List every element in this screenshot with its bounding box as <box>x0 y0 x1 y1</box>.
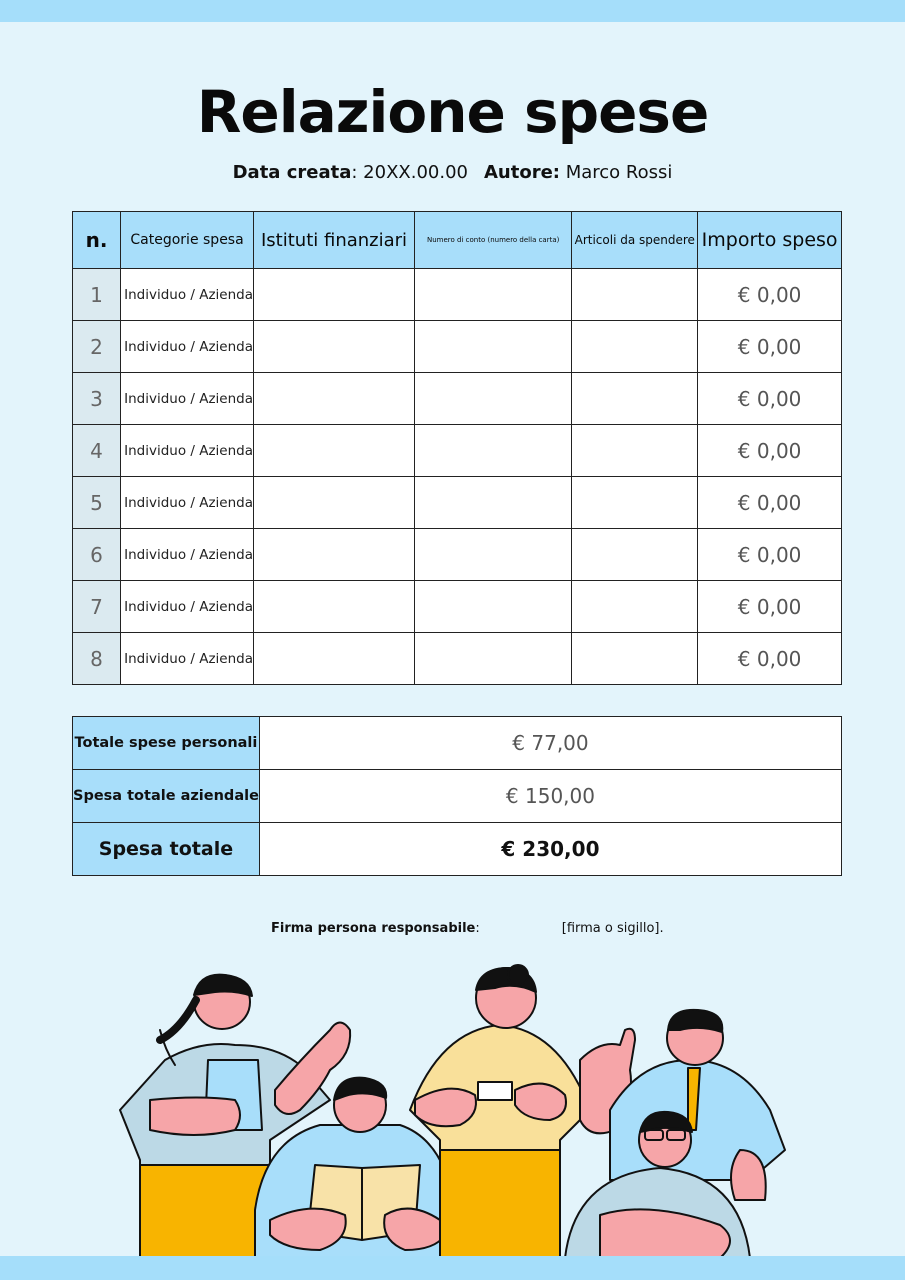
col-header-amount: Importo speso <box>698 212 842 269</box>
summary-label-personal: Totale spese personali <box>73 717 260 770</box>
row-institution-cell[interactable] <box>253 581 414 633</box>
row-items-cell[interactable] <box>572 269 698 321</box>
row-category[interactable]: Individuo / Azienda <box>121 321 254 373</box>
date-value: : 20XX.00.00 <box>351 162 468 183</box>
row-account-cell[interactable] <box>415 373 572 425</box>
summary-label-total: Spesa totale <box>73 823 260 876</box>
date-label: Data creata <box>232 162 352 183</box>
row-institution-cell[interactable] <box>253 425 414 477</box>
row-account-cell[interactable] <box>415 425 572 477</box>
row-items-cell[interactable] <box>572 581 698 633</box>
row-institution-cell[interactable] <box>253 373 414 425</box>
expense-table <box>72 211 842 685</box>
row-number: 3 <box>73 373 121 425</box>
row-institution-cell[interactable] <box>253 269 414 321</box>
col-header-category: Categorie spesa <box>121 212 254 269</box>
summary-value-company[interactable]: € 150,00 <box>259 770 841 823</box>
row-amount[interactable]: € 0,00 <box>698 477 842 529</box>
row-institution-cell[interactable] <box>253 529 414 581</box>
row-amount[interactable]: € 0,00 <box>698 633 842 685</box>
col-header-account-number: Numero di conto (numero della carta) <box>415 212 572 269</box>
row-category[interactable]: Individuo / Azienda <box>121 529 254 581</box>
summary-table <box>72 716 842 876</box>
row-number: 6 <box>73 529 121 581</box>
row-amount[interactable]: € 0,00 <box>698 529 842 581</box>
row-number: 1 <box>73 269 121 321</box>
row-category[interactable]: Individuo / Azienda <box>121 269 254 321</box>
summary-value-personal[interactable]: € 77,00 <box>259 717 841 770</box>
row-amount[interactable]: € 0,00 <box>698 581 842 633</box>
col-header-n: n. <box>73 212 121 269</box>
summary-row-personal <box>73 717 842 770</box>
row-items-cell[interactable] <box>572 321 698 373</box>
row-category[interactable]: Individuo / Azienda <box>121 425 254 477</box>
table-row <box>73 373 842 425</box>
row-number: 8 <box>73 633 121 685</box>
row-institution-cell[interactable] <box>253 477 414 529</box>
bottom-band <box>0 1256 905 1280</box>
col-header-institutions: Istituti finanziari <box>253 212 414 269</box>
table-row <box>73 269 842 321</box>
table-row <box>73 633 842 685</box>
document-meta <box>0 162 905 183</box>
row-account-cell[interactable] <box>415 269 572 321</box>
row-account-cell[interactable] <box>415 321 572 373</box>
row-number: 5 <box>73 477 121 529</box>
row-account-cell[interactable] <box>415 633 572 685</box>
row-items-cell[interactable] <box>572 477 698 529</box>
table-row <box>73 425 842 477</box>
row-number: 7 <box>73 581 121 633</box>
table-row <box>73 321 842 373</box>
signature-placeholder[interactable]: [firma o sigillo]. <box>561 921 664 936</box>
row-amount[interactable]: € 0,00 <box>698 425 842 477</box>
row-items-cell[interactable] <box>572 633 698 685</box>
summary-row-total <box>73 823 842 876</box>
row-amount[interactable]: € 0,00 <box>698 373 842 425</box>
row-items-cell[interactable] <box>572 529 698 581</box>
row-number: 2 <box>73 321 121 373</box>
row-category[interactable]: Individuo / Azienda <box>121 633 254 685</box>
summary-value-total[interactable]: € 230,00 <box>259 823 841 876</box>
row-institution-cell[interactable] <box>253 633 414 685</box>
table-row <box>73 477 842 529</box>
author-value: Marco Rossi <box>559 162 673 183</box>
row-account-cell[interactable] <box>415 529 572 581</box>
row-items-cell[interactable] <box>572 425 698 477</box>
signature-colon: : <box>475 921 480 936</box>
signature-label: Firma persona responsabile <box>271 921 476 936</box>
author-label: Autore: <box>483 162 560 183</box>
col-header-items: Articoli da spendere <box>572 212 698 269</box>
row-number: 4 <box>73 425 121 477</box>
row-category[interactable]: Individuo / Azienda <box>121 373 254 425</box>
row-account-cell[interactable] <box>415 477 572 529</box>
group-of-people-illustration <box>0 955 905 1258</box>
row-items-cell[interactable] <box>572 373 698 425</box>
row-amount[interactable]: € 0,00 <box>698 321 842 373</box>
top-band <box>0 0 905 22</box>
row-amount[interactable]: € 0,00 <box>698 269 842 321</box>
table-row <box>73 581 842 633</box>
row-account-cell[interactable] <box>415 581 572 633</box>
page-title: Relazione spese <box>196 78 709 146</box>
table-header-row <box>73 212 842 269</box>
table-row <box>73 529 842 581</box>
row-institution-cell[interactable] <box>253 321 414 373</box>
row-category[interactable]: Individuo / Azienda <box>121 477 254 529</box>
signature-line <box>271 921 664 936</box>
row-category[interactable]: Individuo / Azienda <box>121 581 254 633</box>
summary-label-company: Spesa totale aziendale <box>73 770 260 823</box>
summary-row-company <box>73 770 842 823</box>
